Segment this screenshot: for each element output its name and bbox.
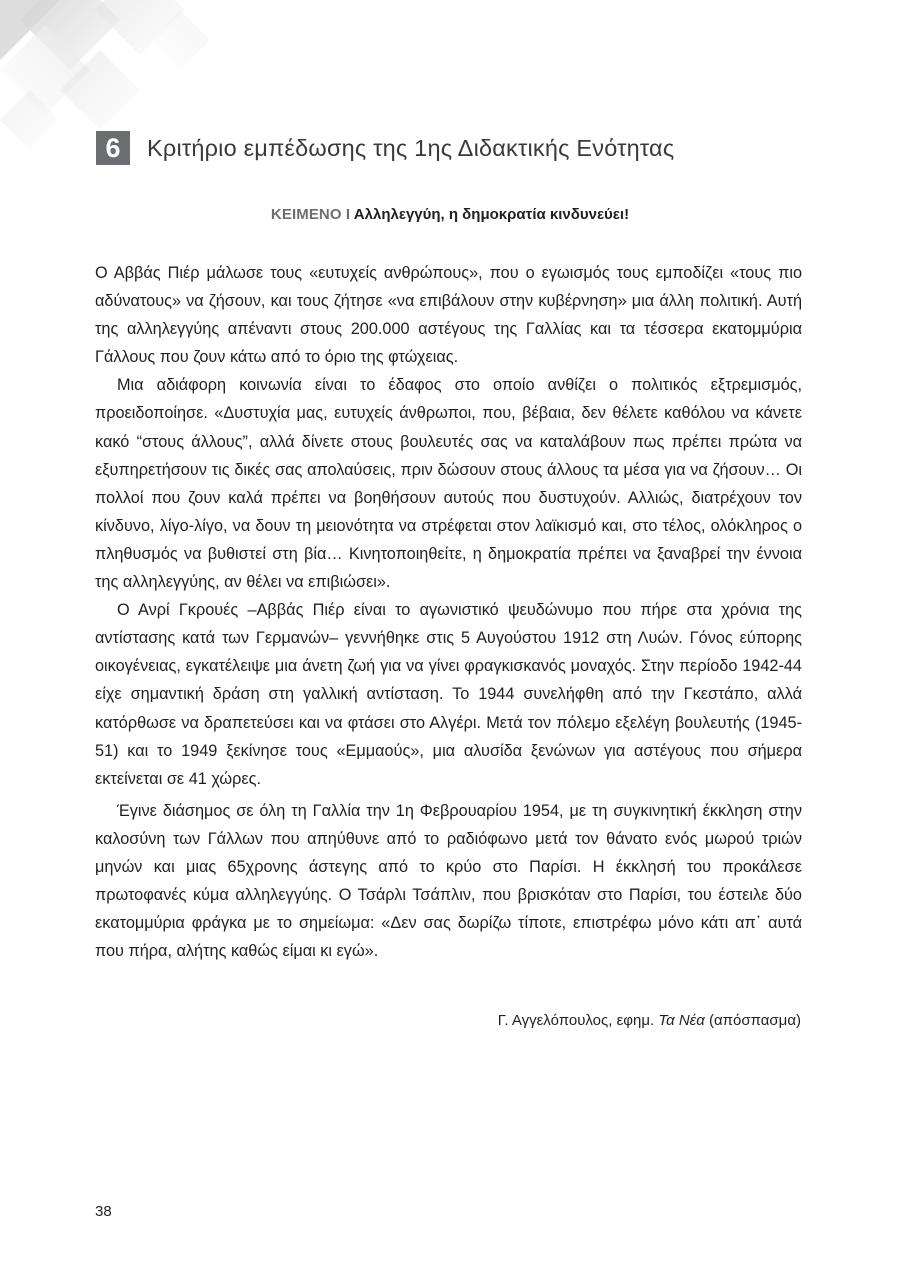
- paragraph-1: Ο Αββάς Πιέρ μάλωσε τους «ευτυχείς ανθρώπους», που ο εγωισμός τους εμποδίζει «τους πιο αδύνατους» να ζήσουν, και τους ζήτησε «να επιβάλουν στην κυβέρνηση» μια άλλη πολιτική. Αυτή της αλληλεγγύης απέναντι στους 200.000 αστέγους της Γαλλίας και τα τέσσερα εκατομμύρια Γάλλους που ζουν κάτω από το όριο της φτώχειας.: [95, 264, 802, 367]
- text-title: Αλληλεγγύη, η δημοκρατία κινδυνεύει!: [353, 206, 630, 223]
- citation-source: Τα Νέα: [658, 1012, 705, 1029]
- text-label: ΚΕΙΜΕΝΟ Ι: [270, 206, 351, 223]
- citation-author: Γ. Αγγελόπουλος, εφημ.: [497, 1012, 655, 1029]
- paragraph-2: Μια αδιάφορη κοινωνία είναι το έδαφος στο οποίο ανθίζει ο πολιτικός εξτρεμισμός, προειδοποίησε. «Δυστυχία μας, ευτυχείς άνθρωποι, που, βέβαια, δεν θέλετε καθόλου να κάνετε κακό “στους άλλους”, αλλά δίνετε στους βουλευτές σας να καταλάβουν πως πρέπει πρώτα να εξυπηρετήσουν τις δικές σας απολαύσεις, πριν δώσουν στους άλλους τα μέσα για να ζήσουν… Οι πολλοί που ζουν καλά πρέπει να βοηθήσουν αυτούς που δυστυχούν. Αλλιώς, διατρέχουν τον κίνδυνο, λίγο-λίγο, να δουν τη μειονότητα να στρέφεται στον λαϊκισμό και, στο τέλος, ολόκληρος ο πληθυσμός να βυθιστεί στη βία… Κινητοποιηθείτε, η δημοκρατία πρέπει να ξαναβρεί την έννοια της αλληλεγγύης, αν θέλει να επιβιώσει».: [95, 376, 802, 592]
- chapter-header: [96, 131, 674, 165]
- source-citation: [498, 1012, 801, 1029]
- chapter-title: Κριτήριο εμπέδωσης της 1ης Διδακτικής Ενότητας: [147, 134, 675, 161]
- article-body: [95, 259, 802, 965]
- text-heading: [0, 206, 900, 223]
- paragraph-4: Έγινε διάσημος σε όλη τη Γαλλία την 1η Φεβρουαρίου 1954, με τη συγκινητική έκκληση στην καλοσύνη των Γάλλων που απηύθυνε από το ραδιόφωνο μετά τον θάνατο ενός μωρού τριών μηνών και μιας 65χρονης άστεγης από το κρύο στο Παρίσι. Η έκκλησή του προκάλεσε πρωτοφανές κύμα αλληλεγγύης. Ο Τσάρλι Τσάπλιν, που βρισκόταν στο Παρίσι, του έστειλε δύο εκατομμύρια φράγκα με το σημείωμα: «Δεν σας δωρίζω τίποτε, επιστρέφω μόνο κάτι απ᾽ αυτά που πήρα, αλήτης καθώς είμαι κι εγώ».: [95, 801, 802, 961]
- page-number: 38: [95, 1203, 112, 1220]
- chapter-number-badge: 6: [96, 131, 130, 165]
- citation-note: (απόσπασμα): [709, 1012, 801, 1029]
- paragraph-3: Ο Ανρί Γκρουές –Αββάς Πιέρ είναι το αγωνιστικό ψευδώνυμο που πήρε στα χρόνια της αντίστασης κατά των Γερμανών– γεννήθηκε στις 5 Αυγούστου 1912 στη Λυών. Γόνος εύπορης οικογένειας, εγκατέλειψε μια άνετη ζωή για να γίνει φραγκισκανός μοναχός. Στην περίοδο 1942-44 είχε σημαντική δράση στη γαλλική αντίσταση. Το 1944 συνελήφθη από την Γκεστάπο, αλλά κατόρθωσε να δραπετεύσει και να φτάσει στο Αλγέρι. Μετά τον πόλεμο εξελέγη βουλευτής (1945-51) και το 1949 ξεκίνησε τους «Εμμαούς», μια αλυσίδα ξενώνων για αστέγους που σήμερα εκτείνεται σε 41 χώρες.: [95, 601, 802, 788]
